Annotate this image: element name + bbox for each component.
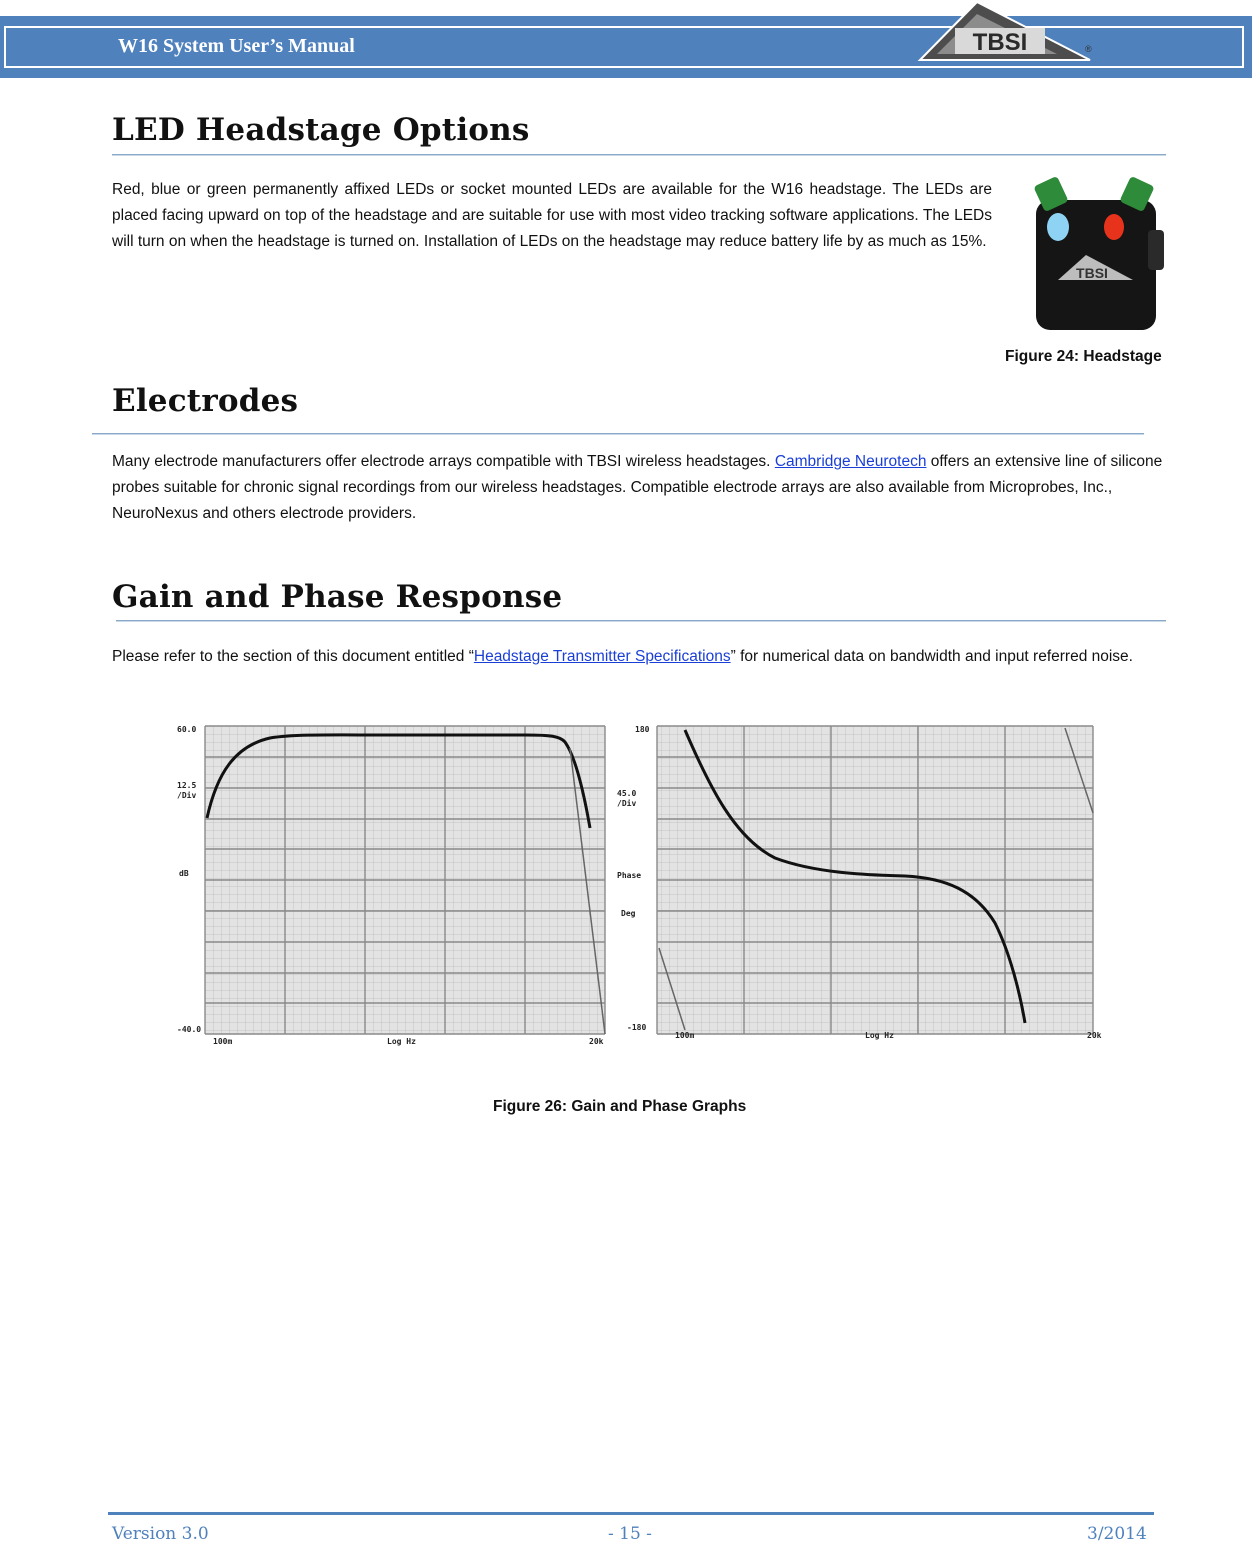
- phase-x-label: Log Hz: [865, 1031, 894, 1040]
- phase-scale-label: 45.0: [617, 789, 637, 798]
- electrodes-text-end: offers an extensive line of silicone probes suitable for chronic signal recordings from our wireless headstages. Compatible electrode arrays are also available from Microprobes, Inc., NeuroNexus and others electrode providers.: [112, 453, 1163, 522]
- gain-phase-paragraph: [112, 644, 1167, 670]
- electrodes-text-start: Many electrode manufacturers offer electrode arrays compatible with TBSI wireless headstages.: [112, 453, 775, 470]
- headstage-transmitter-specifications-link[interactable]: Headstage Transmitter Specifications: [473, 648, 731, 665]
- heading-rule: [92, 433, 1144, 435]
- gain-x-label: Log Hz: [387, 1037, 416, 1046]
- photo-logo-text: TBSI: [1076, 265, 1108, 281]
- heading-led-headstage-options: LED Headstage Options: [112, 112, 530, 148]
- gain-phase-text-start: Please refer to the section of this document entitled “: [112, 648, 474, 665]
- gain-phase-text-end: ” for numerical data on bandwidth and input referred noise.: [730, 648, 1133, 665]
- gain-unit-label: dB: [179, 869, 189, 878]
- phase-graph: [617, 725, 1102, 1040]
- electrodes-paragraph: [112, 449, 1167, 527]
- phase-x-end: 20k: [1087, 1031, 1102, 1040]
- logo-registered-mark: ®: [1085, 44, 1092, 54]
- led-paragraph: Red, blue or green permanently affixed LEDs or socket mounted LEDs are available for the W16 headstage. The LEDs are placed facing upward on top of the headstage and are suitable for use with most video tracking software applications. The LEDs will turn on when the headstage is turned on. Installation of LEDs on the headstage may reduce battery life by as much as 15%.: [112, 181, 992, 250]
- heading-rule: [116, 620, 1166, 622]
- footer-rule: [108, 1512, 1154, 1515]
- gain-graph: [177, 725, 605, 1046]
- cambridge-neurotech-link[interactable]: Cambridge Neurotech: [774, 453, 927, 470]
- heading-gain-phase-response: Gain and Phase Response: [112, 579, 563, 615]
- gain-scale-unit: /Div: [177, 791, 197, 800]
- headstage-photo: [1028, 175, 1178, 335]
- gain-x-end: 20k: [589, 1037, 604, 1046]
- phase-x-start: 100m: [675, 1031, 695, 1040]
- footer-version: Version 3.0: [112, 1524, 209, 1544]
- phase-top-label: 180: [635, 725, 650, 734]
- tbsi-logo: [915, 0, 1095, 64]
- gain-top-label: 60.0: [177, 725, 197, 734]
- figure-24-caption: Figure 24: Headstage: [1005, 348, 1162, 365]
- heading-electrodes: Electrodes: [112, 383, 299, 419]
- gain-scale-label: 12.5: [177, 781, 197, 790]
- gain-x-start: 100m: [213, 1037, 233, 1046]
- footer-date: 3/2014: [1087, 1524, 1147, 1544]
- phase-scale-unit: /Div: [617, 799, 637, 808]
- logo-text: TBSI: [972, 29, 1028, 56]
- phase-unit-label: Phase: [617, 871, 642, 880]
- phase-bottom-label: -180: [627, 1023, 647, 1032]
- gain-phase-graphs: [165, 718, 1115, 1058]
- gain-bottom-label: -40.0: [177, 1025, 202, 1034]
- footer-page-number: - 15 -: [608, 1524, 652, 1544]
- manual-title: W16 System User’s Manual: [118, 35, 355, 57]
- phase-unit-label-2: Deg: [621, 909, 636, 918]
- heading-rule: [112, 154, 1166, 156]
- figure-26-caption: Figure 26: Gain and Phase Graphs: [493, 1098, 747, 1115]
